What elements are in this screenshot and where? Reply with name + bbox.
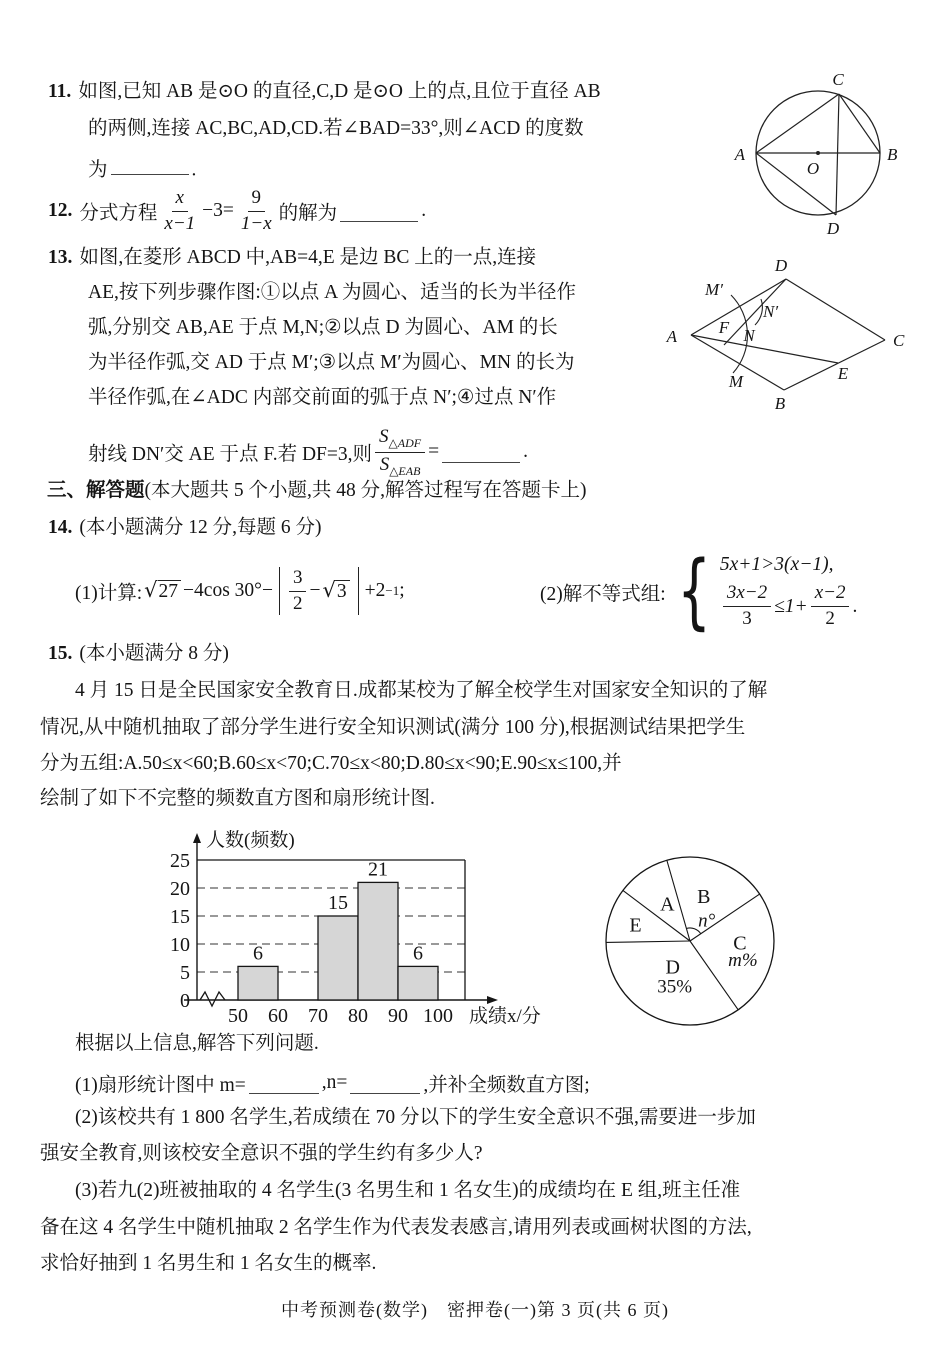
q15-sub1-b: ,n= (321, 1072, 348, 1093)
q12-period: . (421, 200, 427, 221)
q15-sub3-line1: (3)若九(2)班被抽取的 4 名学生(3 名男生和 1 名女生)的成绩均在 E 组,班主任准 (75, 1180, 741, 1201)
inequality-system (720, 554, 858, 630)
fraction: $\frac{x-2}{2}$ (811, 583, 850, 630)
q14-part2 (540, 544, 858, 640)
side-CB (784, 340, 885, 390)
q13-line2: AE,按下列步骤作图:①以点 A 为圆心、适当的长为半径作 (88, 282, 577, 303)
q15-sub3-line2: 备在这 4 名学生中随机抽取 2 名学生作为代表发表感言,请用列表或画树状图的方法, (40, 1217, 752, 1238)
radical-27: √ 27 (144, 580, 181, 602)
answer-blank-m (249, 1072, 319, 1093)
q15-sub2-line2: 强安全教育,则该校安全意识不强的学生约有多少人? (40, 1143, 483, 1164)
slice-label: B (697, 886, 711, 909)
chord-AD (756, 153, 836, 215)
q13-line5: 半径作弧,在∠ADC 内部交前面的弧于点 N′;④过点 N′作 (88, 387, 557, 408)
slice-value-label: n° (698, 910, 716, 932)
q11-line3: 为 . (88, 154, 196, 183)
q13-line3: 弧,分别交 AB,AE 于点 M,N;②以点 D 为圆心、AM 的长 (88, 317, 558, 338)
answer-blank-q11 (111, 154, 189, 175)
fraction: $\frac{x}{x-1}$ (164, 186, 196, 234)
label-C: C (893, 331, 905, 350)
fraction: $\frac{9}{1-x}$ (240, 186, 272, 234)
q15-para4: 绘制了如下不完整的频数直方图和扇形统计图. (40, 788, 435, 809)
label-A: A (734, 145, 745, 164)
answer-blank-q13 (442, 441, 520, 462)
y-tick-label: 25 (170, 850, 190, 872)
area-ratio-fraction: $\frac{S_{\triangle ADF}}{S_{\triangle EAB}}$ (375, 427, 425, 478)
chord-CB (839, 94, 880, 153)
fraction: $\frac{3x-2}{3}$ (723, 583, 771, 630)
abs-bar-left (279, 567, 280, 615)
construction-arc-Nprime (755, 299, 762, 325)
bar-value-label: 15 (328, 892, 348, 914)
y-tick-label: 20 (170, 878, 190, 900)
q15-para3: 分为五组:A.50≤x<60;B.60≤x<70;C.70≤x<80;D.80≤x<90;E.90≤x≤100,并 (40, 753, 622, 774)
label-A: A (666, 327, 677, 346)
q15-sub1-c: ,并补全频数直方图; (423, 1075, 590, 1096)
q15-sub3-line3: 求恰好抽到 1 名男生和 1 名女生的概率. (40, 1253, 377, 1274)
y-tick-label: 15 (170, 906, 190, 928)
label-M-prime: M′ (705, 280, 723, 299)
q12-post: 的解为 (278, 203, 338, 224)
radical-sign: √ (144, 578, 158, 603)
answer-blank-q12 (340, 200, 418, 221)
q14-heading: 14. (本小题满分 12 分,每题 6 分) (48, 517, 322, 538)
radical-3: √ 3 (322, 580, 349, 602)
y-tick-label: 10 (170, 934, 190, 956)
q13-number: 13. (48, 247, 73, 268)
x-tick-label: 50 (228, 1005, 248, 1027)
q15-number: 15. (48, 643, 73, 664)
q14-p1-semicolon: ; (399, 580, 405, 601)
q14-p2-label: (2)解不等式组: (540, 584, 666, 605)
label-C: C (832, 70, 844, 89)
q11-line2: 的两侧,连接 AC,BC,AD,CD.若∠BAD=33°,则∠ACD 的度数 (88, 118, 584, 139)
label-B: B (774, 394, 786, 413)
x-tick-label: 90 (388, 1005, 408, 1027)
axis-break-icon (200, 992, 225, 1006)
bar-value-label: 6 (253, 942, 263, 965)
q15-intro-line: 根据以上信息,解答下列问题. (75, 1033, 319, 1054)
q12-mid: −3= (202, 200, 234, 221)
slice-label: A (660, 893, 675, 916)
bar-value-label: 6 (413, 942, 423, 965)
bar (318, 916, 358, 1000)
x-tick-label: 100 (423, 1005, 453, 1027)
q14-p1-plus2: +2 (364, 580, 386, 601)
q15-sub2-line1: (2)该校共有 1 800 名学生,若成绩在 70 分以下的学生安全意识不强,需要进一步加 (75, 1107, 756, 1128)
slice-boundary (606, 941, 690, 942)
q13-line4: 为半径作弧,交 AD 于点 M′;③以点 M′为圆心、MN 的长为 (88, 352, 575, 373)
q15-para2: 情况,从中随机抽取了部分学生进行安全知识测试(满分 100 分),根据测试结果把学生 (40, 717, 746, 738)
q12-text: 分式方程 (79, 203, 158, 224)
section3-heading: 三、解答题(本大题共 5 个小题,共 48 分,解答过程写在答题卡上) (47, 480, 587, 501)
q14-p1-mid: −4cos 30°− (183, 580, 273, 601)
bar-value-label: 21 (368, 858, 388, 881)
x-tick-label: 80 (348, 1005, 368, 1027)
y-axis-arrow-icon (193, 833, 201, 843)
side-DC (786, 279, 885, 340)
x-axis-arrow-icon (487, 996, 498, 1004)
exponent: −1 (385, 583, 400, 598)
abs-bar-right (358, 567, 359, 615)
slice-label: E (629, 914, 642, 937)
chord-AC (756, 94, 839, 153)
page-footer: 中考预测卷(数学) 密押卷(一)第 3 页(共 6 页) (281, 1300, 669, 1320)
equals-sign: = (428, 441, 440, 462)
q12-number: 12. (48, 200, 73, 221)
chord-CD (836, 94, 839, 215)
bar (358, 882, 398, 1000)
q15-sub1-a: (1)扇形统计图中 m= (75, 1075, 246, 1096)
fraction-3-2: $\frac{3}{2}$ (289, 568, 307, 615)
pie-chart (588, 840, 798, 1045)
system-brace: { (676, 544, 711, 640)
label-N: N (743, 326, 755, 345)
slice-value-label: m% (728, 950, 758, 972)
inequality-2: $\frac{3x-2}{3}$ ≤1+ $\frac{x-2}{2}$ . (720, 583, 858, 630)
label-D: D (774, 256, 788, 275)
label-B: B (887, 145, 898, 164)
label-F: F (718, 318, 730, 337)
label-D: D (826, 219, 840, 238)
q14-part1 (75, 550, 405, 632)
q12-line (48, 183, 426, 239)
x-tick-label: 60 (268, 1005, 288, 1027)
label-M: M (728, 372, 744, 391)
slice-value-label: 35% (657, 976, 693, 998)
q13-text6: 射线 DN′交 AE 于点 F.若 DF=3,则 (88, 444, 373, 465)
q15-para1: 4 月 15 日是全民国家安全教育日.成都某校为了解全校学生对国家安全知识的了解 (75, 680, 768, 701)
q11-number: 11. (48, 81, 72, 102)
q14-p1-label: (1)计算: (75, 583, 143, 604)
bar (238, 966, 278, 1000)
q11-circle-figure (725, 70, 925, 245)
q15-heading: 15. (本小题满分 8 分) (48, 643, 229, 664)
minus-sign: − (309, 580, 321, 601)
y-tick-label: 0 (180, 990, 190, 1012)
q11-line1 (48, 80, 601, 104)
label-N-prime: N′ (763, 302, 779, 321)
answer-blank-n (350, 1072, 420, 1093)
center-dot (816, 151, 820, 155)
bar (398, 966, 438, 1000)
radical-sign: √ (322, 578, 336, 603)
q13-rhombus-figure (655, 255, 950, 420)
q11-text1: 如图,已知 AB 是⊙O 的直径,C,D 是⊙O 上的点,且位于直径 AB (78, 81, 601, 102)
slice-label: C (733, 932, 747, 955)
label-E: E (837, 364, 849, 383)
frequency-histogram (160, 830, 545, 1035)
slice-label: D (665, 956, 680, 979)
q13-line6 (88, 423, 528, 481)
x-axis-title: 成绩x/分 (469, 1006, 541, 1027)
y-tick-label: 5 (180, 962, 190, 984)
y-axis-title: 人数(频数) (206, 830, 295, 851)
q13-period: . (523, 441, 528, 462)
q15-sub1 (75, 1066, 590, 1100)
segment-AE (691, 335, 838, 363)
x-tick-label: 70 (308, 1005, 328, 1027)
q13-line1: 13. 如图,在菱形 ABCD 中,AB=4,E 是边 BC 上的一点,连接 (48, 247, 537, 268)
q14-number: 14. (48, 517, 73, 538)
label-O: O (806, 159, 820, 178)
inequality-1: 5x+1>3(x−1), (719, 554, 834, 576)
